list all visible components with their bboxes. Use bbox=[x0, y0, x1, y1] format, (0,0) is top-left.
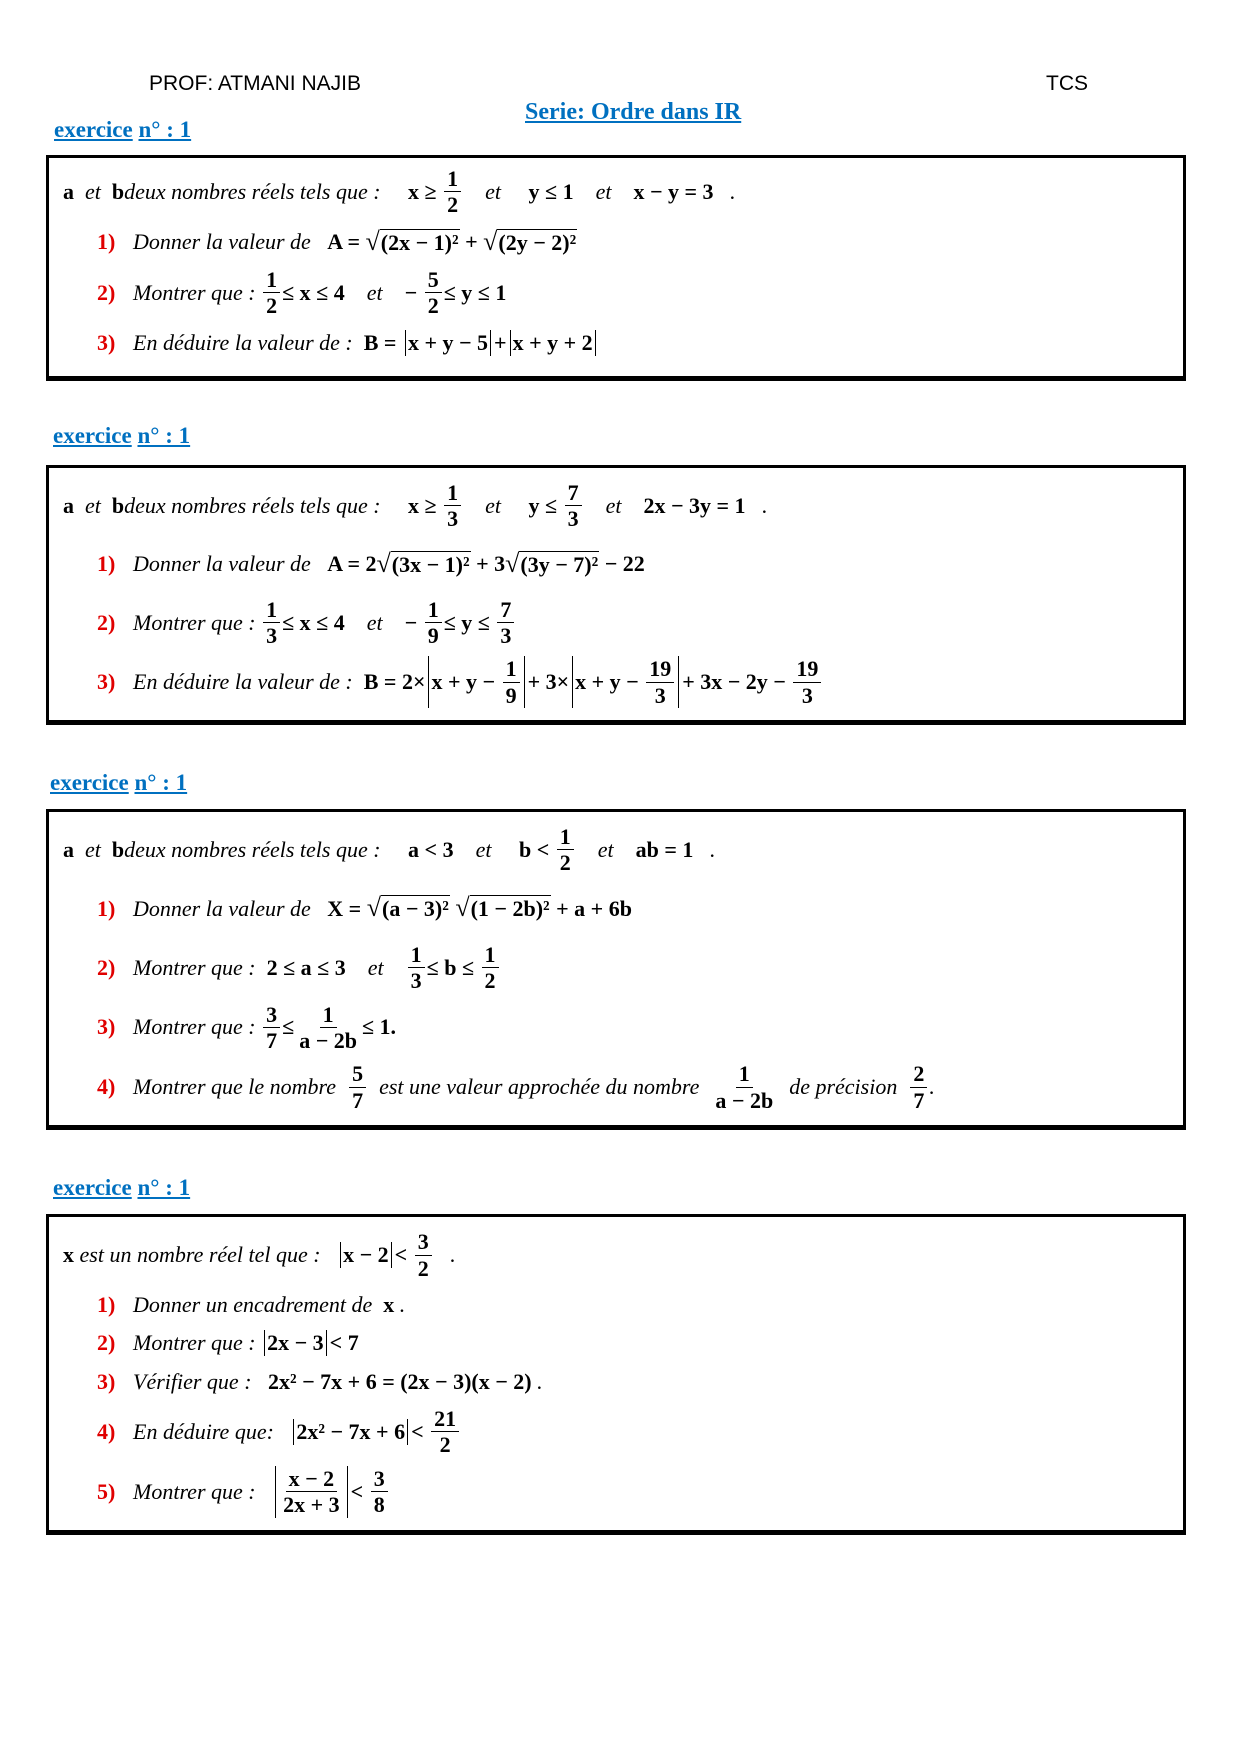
exercise-word: exercice bbox=[53, 423, 132, 448]
exercise-heading bbox=[53, 1175, 190, 1201]
fraction bbox=[557, 824, 574, 876]
fraction bbox=[431, 1406, 459, 1458]
denominator: 9 bbox=[505, 682, 517, 708]
question-number: 1) bbox=[97, 895, 116, 921]
denominator: 2 bbox=[417, 1255, 429, 1281]
radical-icon: √ bbox=[483, 226, 498, 256]
absolute-value bbox=[275, 1466, 348, 1518]
text: . bbox=[745, 492, 768, 518]
question-number: 2) bbox=[97, 954, 116, 980]
question-number: 3) bbox=[97, 1014, 116, 1040]
radical-icon: √ bbox=[455, 893, 470, 923]
denominator: 8 bbox=[373, 1492, 385, 1518]
radicand: (1 − 2b)² bbox=[470, 896, 550, 922]
text: En déduire la valeur de : bbox=[133, 669, 364, 695]
exercise-word: exercice bbox=[54, 117, 133, 142]
radicand: (a − 3)² bbox=[382, 896, 449, 922]
math-expression: 2x² − 7x + 6 = (2x − 3)(x − 2) bbox=[268, 1369, 532, 1395]
math-expression: ≤ y ≤ bbox=[443, 609, 496, 635]
fraction bbox=[503, 656, 520, 708]
math-expression: < bbox=[411, 1418, 430, 1444]
text: Montrer que : bbox=[133, 954, 267, 980]
fraction bbox=[415, 1229, 432, 1281]
math-expression: − bbox=[404, 609, 423, 635]
numerator: 1 bbox=[408, 942, 425, 968]
absolute-value bbox=[264, 1330, 327, 1356]
math-expression: a < 3 bbox=[408, 836, 454, 862]
fraction bbox=[425, 267, 442, 319]
statement bbox=[63, 824, 1169, 876]
numerator: 21 bbox=[431, 1406, 459, 1432]
numerator: 5 bbox=[349, 1061, 366, 1087]
question-number: 3) bbox=[97, 330, 116, 355]
question-item bbox=[63, 1002, 1169, 1054]
fraction bbox=[444, 166, 461, 218]
text: Montrer que : bbox=[133, 279, 262, 305]
fraction bbox=[349, 1061, 366, 1113]
denominator: 3 bbox=[567, 506, 579, 532]
denominator: 7 bbox=[266, 1027, 278, 1053]
text: et bbox=[74, 178, 112, 204]
text: Montrer que : bbox=[133, 1478, 273, 1504]
text: deux nombres réels tels que : bbox=[124, 492, 409, 518]
math-expression: 2 ≤ a ≤ 3 bbox=[266, 954, 346, 980]
numerator: 1 bbox=[263, 267, 280, 293]
fraction bbox=[280, 1466, 343, 1518]
statement bbox=[63, 480, 1169, 532]
absolute-value bbox=[340, 1242, 392, 1268]
numerator: 3 bbox=[263, 1002, 280, 1028]
denominator: 2 bbox=[427, 293, 439, 318]
square-root bbox=[376, 548, 471, 578]
math-expression: ≤ y ≤ 1 bbox=[443, 279, 507, 305]
numerator: 1 bbox=[482, 942, 499, 968]
fraction bbox=[646, 656, 674, 708]
math-expression: x + y − 5 bbox=[407, 330, 489, 355]
question-item bbox=[63, 1290, 1169, 1320]
denominator: 2x + 3 bbox=[283, 1492, 340, 1518]
fraction bbox=[425, 597, 442, 649]
radical-icon: √ bbox=[366, 893, 382, 923]
text: . bbox=[394, 1291, 406, 1317]
math-expression: b bbox=[111, 836, 125, 862]
text: et bbox=[344, 609, 405, 635]
square-root bbox=[505, 548, 599, 578]
exercise-word: exercice bbox=[50, 770, 129, 795]
math-expression: + bbox=[494, 330, 507, 355]
square-root bbox=[483, 226, 577, 256]
denominator: 3 bbox=[447, 506, 459, 532]
text: . bbox=[929, 1074, 935, 1100]
question-item bbox=[63, 318, 1169, 368]
numerator: x − 2 bbox=[286, 1466, 338, 1492]
math-expression: x ≥ bbox=[408, 178, 443, 204]
question-item bbox=[63, 1406, 1169, 1458]
math-expression: ≤ x ≤ 4 bbox=[282, 279, 345, 305]
fraction bbox=[565, 480, 582, 532]
level-label: TCS bbox=[1046, 72, 1088, 95]
math-expression: + 3× bbox=[527, 669, 570, 695]
math-expression: < bbox=[350, 1478, 369, 1504]
text: . bbox=[713, 178, 736, 204]
text: En déduire que: bbox=[133, 1418, 291, 1444]
math-expression: y ≤ 1 bbox=[528, 178, 574, 204]
denominator: 2 bbox=[484, 968, 496, 994]
absolute-value bbox=[428, 656, 524, 708]
denominator: 3 bbox=[410, 968, 422, 994]
text: En déduire la valeur de : bbox=[133, 330, 364, 355]
question-item bbox=[63, 1328, 1169, 1358]
math-expression: ab = 1 bbox=[635, 836, 694, 862]
radicand: (2x − 1)² bbox=[380, 229, 459, 255]
text: Vérifier que : bbox=[133, 1369, 269, 1395]
denominator: 3 bbox=[266, 623, 278, 649]
numerator: 5 bbox=[425, 267, 442, 293]
fraction bbox=[263, 267, 280, 319]
fraction bbox=[408, 942, 425, 994]
text: de précision bbox=[778, 1074, 909, 1100]
question-item bbox=[63, 656, 1169, 708]
author-label: PROF: ATMANI NAJIB bbox=[149, 72, 361, 95]
text: et bbox=[463, 492, 529, 518]
absolute-value bbox=[405, 330, 491, 356]
exercise-heading bbox=[50, 770, 187, 796]
question-number: 3) bbox=[97, 669, 116, 695]
math-expression: + a + 6b bbox=[550, 895, 632, 921]
exercise-number: n° : 1 bbox=[138, 117, 192, 142]
numerator: 2 bbox=[910, 1061, 927, 1087]
denominator: 3 bbox=[654, 682, 666, 708]
math-expression: < 7 bbox=[329, 1330, 359, 1356]
numerator: 1 bbox=[425, 597, 442, 623]
question-item bbox=[63, 1466, 1169, 1518]
exercise-box bbox=[46, 155, 1186, 381]
math-expression: ≤ 1. bbox=[361, 1014, 397, 1040]
math-expression: ≤ x ≤ 4 bbox=[282, 609, 345, 635]
math-expression: x ≥ bbox=[408, 492, 443, 518]
math-expression: B = 2× bbox=[363, 669, 426, 695]
text: Montrer que : bbox=[133, 609, 262, 635]
denominator: 2 bbox=[559, 850, 571, 876]
math-expression: A = 2 bbox=[327, 551, 377, 577]
fraction bbox=[444, 480, 461, 532]
math-expression: x − 2 bbox=[343, 1242, 389, 1268]
numerator: 1 bbox=[320, 1002, 337, 1028]
math-expression: − bbox=[404, 279, 423, 305]
question-number: 4) bbox=[97, 1418, 116, 1444]
fraction bbox=[263, 597, 280, 649]
question-item bbox=[63, 1061, 1169, 1113]
denominator: 3 bbox=[801, 682, 813, 708]
text: deux nombres réels tels que : bbox=[124, 836, 409, 862]
question-number: 4) bbox=[97, 1074, 116, 1100]
text: est un nombre réel tel que : bbox=[74, 1242, 338, 1268]
math-expression: A = bbox=[327, 229, 366, 254]
denominator: 2 bbox=[266, 293, 278, 318]
denominator: 2 bbox=[439, 1432, 451, 1458]
radical-icon: √ bbox=[505, 548, 520, 578]
numerator: 3 bbox=[371, 1466, 388, 1492]
fraction bbox=[296, 1002, 360, 1054]
text: est une valeur approchée du nombre bbox=[368, 1074, 711, 1100]
math-expression: a bbox=[63, 836, 74, 862]
denominator: 7 bbox=[913, 1087, 925, 1113]
numerator: 3 bbox=[415, 1229, 432, 1255]
text: et bbox=[344, 279, 405, 305]
numerator: 1 bbox=[503, 656, 520, 682]
question-number: 5) bbox=[97, 1478, 116, 1504]
math-expression: X = bbox=[327, 895, 367, 921]
text: Montrer que : bbox=[133, 1330, 262, 1356]
question-item bbox=[63, 884, 1169, 934]
absolute-value bbox=[293, 1419, 408, 1445]
question-item bbox=[63, 267, 1169, 318]
math-expression: b bbox=[111, 178, 125, 204]
text: et bbox=[74, 836, 112, 862]
text: et bbox=[453, 836, 519, 862]
denominator: a − 2b bbox=[299, 1027, 357, 1053]
statement bbox=[63, 166, 1169, 217]
square-root bbox=[367, 895, 450, 922]
fraction bbox=[371, 1466, 388, 1518]
math-expression: + bbox=[459, 229, 484, 254]
radical-icon: √ bbox=[365, 226, 380, 256]
exercise-number: n° : 1 bbox=[137, 423, 191, 448]
math-expression: b bbox=[111, 492, 125, 518]
denominator: 2 bbox=[447, 192, 459, 217]
question-item bbox=[63, 1367, 1169, 1397]
text: et bbox=[575, 836, 636, 862]
math-expression: x + y + 2 bbox=[512, 330, 593, 355]
text: et bbox=[573, 178, 634, 204]
numerator: 1 bbox=[444, 480, 461, 506]
question-item bbox=[63, 217, 1169, 267]
absolute-value bbox=[572, 656, 679, 708]
text: et bbox=[345, 954, 406, 980]
text: et bbox=[583, 492, 644, 518]
math-expression: b < bbox=[518, 836, 555, 862]
math-expression: 2x − 3 bbox=[267, 1330, 324, 1356]
text: Montrer que : bbox=[133, 1014, 262, 1040]
exercise-word: exercice bbox=[53, 1175, 132, 1200]
text: et bbox=[74, 492, 112, 518]
question-number: 1) bbox=[97, 551, 116, 577]
math-expression: 2x − 3y = 1 bbox=[643, 492, 746, 518]
radicand: (2y − 2)² bbox=[498, 229, 577, 255]
numerator: 1 bbox=[557, 824, 574, 850]
text: Donner la valeur de bbox=[133, 229, 328, 254]
numerator: 1 bbox=[736, 1061, 753, 1087]
question-number: 2) bbox=[97, 609, 116, 635]
fraction bbox=[497, 597, 514, 649]
denominator: 3 bbox=[500, 623, 512, 649]
exercise-box bbox=[46, 465, 1186, 725]
question-number: 1) bbox=[97, 1291, 116, 1317]
math-expression: x bbox=[63, 1242, 74, 1268]
math-expression: + 3x − 2y − bbox=[682, 669, 792, 695]
math-expression: x bbox=[383, 1291, 395, 1317]
text: et bbox=[463, 178, 529, 204]
radicand: (3y − 7)² bbox=[520, 551, 599, 577]
exercise-box bbox=[46, 1214, 1186, 1535]
math-expression: y ≤ bbox=[528, 492, 563, 518]
numerator: 19 bbox=[793, 656, 821, 682]
question-number: 1) bbox=[97, 229, 116, 254]
question-number: 3) bbox=[97, 1369, 116, 1395]
numerator: 1 bbox=[263, 597, 280, 623]
denominator: a − 2b bbox=[715, 1087, 774, 1113]
radicand: (3x − 1)² bbox=[391, 551, 470, 577]
denominator: 9 bbox=[427, 623, 439, 649]
math-expression: < bbox=[394, 1242, 413, 1268]
exercise-number: n° : 1 bbox=[134, 770, 188, 795]
fraction bbox=[482, 942, 499, 994]
math-expression: ≤ bbox=[282, 1014, 295, 1040]
question-item bbox=[63, 597, 1169, 649]
question-item bbox=[63, 539, 1169, 589]
denominator: 7 bbox=[352, 1087, 364, 1113]
exercise-heading bbox=[53, 423, 190, 449]
text: Montrer que le nombre bbox=[133, 1074, 348, 1100]
absolute-value bbox=[510, 330, 596, 356]
exercise-box bbox=[46, 809, 1186, 1130]
text: . bbox=[693, 836, 716, 862]
numerator: 7 bbox=[565, 480, 582, 506]
numerator: 1 bbox=[444, 166, 461, 192]
math-expression: a bbox=[63, 178, 74, 204]
math-expression: ≤ b ≤ bbox=[426, 954, 480, 980]
text: Donner la valeur de bbox=[133, 895, 328, 921]
question-item bbox=[63, 942, 1169, 994]
exercise-number: n° : 1 bbox=[137, 1175, 191, 1200]
fraction bbox=[712, 1061, 776, 1113]
statement bbox=[63, 1229, 1169, 1281]
radical-icon: √ bbox=[376, 548, 391, 578]
question-number: 2) bbox=[97, 1330, 116, 1356]
text: . bbox=[433, 1242, 456, 1268]
exercise-heading bbox=[54, 117, 191, 143]
math-expression: − 22 bbox=[599, 551, 645, 577]
math-expression: x + y − bbox=[575, 669, 645, 695]
numerator: 7 bbox=[497, 597, 514, 623]
text: Donner un encadrement de bbox=[133, 1291, 384, 1317]
math-expression: B = bbox=[363, 330, 402, 355]
math-expression: x + y − bbox=[431, 669, 501, 695]
math-expression: + 3 bbox=[470, 551, 506, 577]
fraction bbox=[263, 1002, 280, 1054]
math-expression: 2x² − 7x + 6 bbox=[296, 1418, 406, 1444]
fraction bbox=[910, 1061, 927, 1113]
square-root bbox=[365, 226, 460, 256]
text: deux nombres réels tels que : bbox=[124, 178, 409, 204]
numerator: 19 bbox=[646, 656, 674, 682]
question-number: 2) bbox=[97, 279, 116, 305]
math-expression: x − y = 3 bbox=[633, 178, 714, 204]
fraction bbox=[793, 656, 821, 708]
square-root bbox=[455, 895, 550, 922]
math-expression: a bbox=[63, 492, 74, 518]
page-title: Serie: Ordre dans IR bbox=[525, 99, 742, 125]
text: . bbox=[531, 1369, 543, 1395]
text: Donner la valeur de bbox=[133, 551, 328, 577]
